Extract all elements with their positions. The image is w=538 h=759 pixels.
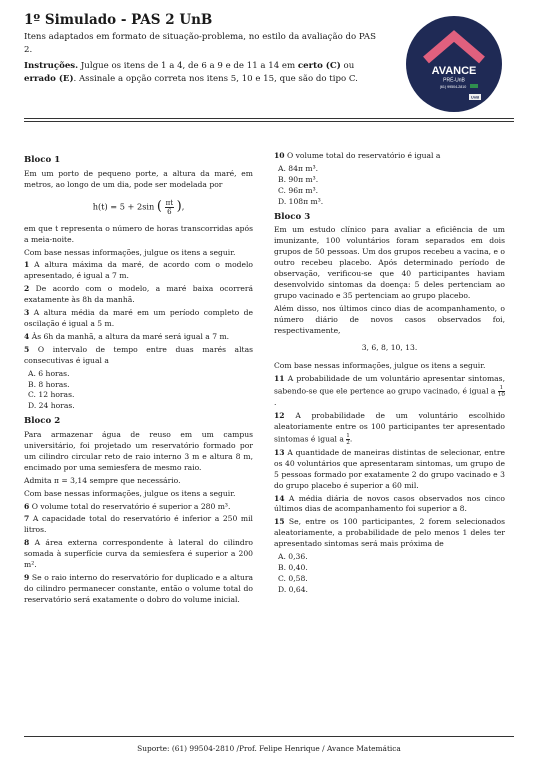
option-b: B. 8 horas. <box>28 379 70 389</box>
item-5-options <box>28 369 253 413</box>
instructions-certo: certo (C) <box>297 61 341 71</box>
item-end: . <box>349 434 353 444</box>
logo-phone: (61) 99504-2810 <box>439 85 467 89</box>
item-text: A altura máxima da maré, de acordo com o modelo apresentado, é igual a 7 m. <box>24 260 253 281</box>
item-1 <box>24 260 253 282</box>
bloco3-text1: Em um estudo clínico para avaliar a eficiência de um imunizante, 100 voluntários foram separados em dois grupos de 50 pessoas. Um dos grupos recebeu a vacina, e o outro recebeu placebo. Após determinado período de observação, verificou-se que 40 participantes haviam desenvolvido sintomas da doença: 5 deles pertenciam ao grupo vacinado e 35 pertenciam ao grupo placebo. <box>274 225 505 300</box>
formula-lhs: h(t) = 5 + 2sin <box>92 201 155 212</box>
avance-logo <box>406 16 502 112</box>
left-column <box>24 153 253 608</box>
option-c: C. 96π m³. <box>278 185 319 195</box>
item-text: Se o raio interno do reservatório for duplicado e a altura do cilindro permanecer constante, então o volume total do reservatório será exatamente o dobro do volume inicial. <box>24 573 253 604</box>
item-2 <box>24 284 253 306</box>
item-10-options <box>278 164 505 208</box>
bloco1-heading: Bloco 1 <box>24 155 61 165</box>
fraction-den: 10 <box>497 392 505 399</box>
item-14 <box>274 494 505 516</box>
item-text: A probabilidade de um voluntário apresentar sintomas, sabendo-se que ele pertence ao grupo vacinado, é igual a <box>274 374 505 396</box>
option-b: B. 90π m³. <box>278 174 319 184</box>
formula-end: , <box>181 201 185 212</box>
item-text: A média diária de novos casos observados nos cinco últimos dias de acompanhamento foi superior a 8. <box>274 493 505 514</box>
item-text: O volume total do reservatório é superior a 280 m³. <box>29 501 231 511</box>
item-number: 11 <box>274 374 285 384</box>
item-number: 15 <box>274 517 285 527</box>
option-a: A. 84π m³. <box>278 163 319 173</box>
item-8 <box>24 538 253 571</box>
header-divider-2 <box>24 121 514 122</box>
item-text: A área externa correspondente à lateral do cilindro somada à superfície curva da semiesfera é superior a 200 m². <box>24 538 253 570</box>
option-c: C. 12 horas. <box>28 390 75 400</box>
item-number: 14 <box>274 493 285 503</box>
instructions <box>24 60 379 85</box>
header-divider-1 <box>24 118 514 119</box>
item-text: De acordo com o modelo, a maré baixa ocorrerá exatamente às 8h da manhã. <box>24 284 253 305</box>
item-15-options <box>278 552 505 596</box>
option-a: A. 6 horas. <box>28 368 70 378</box>
logo-brand: AVANCE <box>431 65 477 77</box>
footer-divider <box>24 736 514 737</box>
item-text: A probabilidade de um voluntário escolhido aleatoriamente entre os 100 participantes ter apresentado sintomas é igual a <box>274 411 505 444</box>
item-9 <box>24 573 253 606</box>
bloco2-text1: Para armazenar água de reuso em um campus universitário, foi projetado um reservatório formado por um cilindro circular reto de raio interno 3 m e altura 8 m, encimado por uma semiesfera de mesmo raio. <box>24 430 253 472</box>
item-3 <box>24 308 253 330</box>
item-7 <box>24 514 253 536</box>
item-end: . <box>274 398 277 408</box>
item-text: Às 6h da manhã, a altura da maré será igual a 7 m. <box>29 331 230 341</box>
item-12 <box>274 411 505 446</box>
option-d: D. 24 horas. <box>28 401 75 411</box>
item-text: A capacidade total do reservatório é inferior a 250 mil litros. <box>24 514 253 535</box>
logo-tag: UnB <box>470 94 480 100</box>
bloco1-text1: Em um porto de pequeno porte, a altura da maré, em metros, ao longo de um dia, pode ser modelada por <box>24 168 253 189</box>
option-a: A. 0,36. <box>278 552 308 562</box>
logo-sub: PRÉ-UnB <box>443 77 465 84</box>
item-number: 1 <box>24 260 30 270</box>
fraction-num: 1 <box>346 432 350 439</box>
fraction-den: 2 <box>346 439 350 446</box>
formula-num: πt <box>165 198 174 207</box>
item-number: 7 <box>24 514 30 524</box>
option-b: B. 0,40. <box>278 563 308 572</box>
option-d: D. 0,64. <box>278 584 308 594</box>
page-footer: Suporte: (61) 99504-2810 /Prof. Felipe Henrique / Avance Matemática <box>137 744 401 753</box>
tide-formula: h(t) = 5 + 2sin ( $\frac{\pi t}{6}$ ), <box>92 198 185 216</box>
instructions-label: Instruções. <box>24 61 79 71</box>
cases-sequence: 3, 6, 8, 10, 13. <box>361 342 418 352</box>
item-11-fraction <box>498 385 505 398</box>
whatsapp-icon <box>470 84 478 88</box>
item-number: 10 <box>274 151 285 160</box>
formula-den: 6 <box>167 207 172 216</box>
fraction-num: 1 <box>499 385 504 392</box>
item-text: Se, entre os 100 participantes, 2 forem selecionados aleatoriamente, a probabilidade de pelo menos 1 deles ter apresentado sintomas será mais próxima de <box>274 517 505 549</box>
logo-graphic <box>406 16 502 112</box>
bloco3-text3: Com base nessas informações, julgue os itens a seguir. <box>274 361 486 371</box>
item-number: 5 <box>24 344 30 354</box>
page-title: 1º Simulado - PAS 2 UnB <box>24 12 213 28</box>
item-6 <box>24 502 253 513</box>
item-13 <box>274 448 505 492</box>
instructions-ou: ou <box>340 61 355 71</box>
bloco2-text2: Admita π = 3,14 sempre que necessário. <box>24 475 181 485</box>
item-4 <box>24 332 253 343</box>
roof-shape <box>426 36 482 60</box>
page-header <box>24 12 379 85</box>
formula-fraction <box>165 199 174 216</box>
option-d: D. 108π m³. <box>278 196 324 206</box>
item-number: 6 <box>24 501 30 511</box>
item-text: A quantidade de maneiras distintas de selecionar, entre os 40 voluntários que apresentaram sintomas, um grupo de 5 pessoas formado por exatamente 2 do grupo vacinado e 3 do grupo placebo é superior a 60 mil. <box>274 447 505 490</box>
item-text: O intervalo de tempo entre duas marés altas consecutivas é igual a <box>24 344 253 365</box>
option-c: C. 0,58. <box>278 573 308 583</box>
bloco2-heading: Bloco 2 <box>24 416 61 427</box>
intro-text: Itens adaptados em formato de situação-problema, no estilo da avaliação do PAS 2. <box>24 32 376 55</box>
item-15 <box>274 517 505 550</box>
item-5 <box>24 345 253 367</box>
right-column <box>274 151 505 600</box>
instructions-text-a: Julgue os itens de 1 a 4, de 6 a 9 e de 11 a 14 em <box>78 61 298 71</box>
instructions-text-b: . Assinale a opção correta nos itens 5, 10 e 15, que são do tipo C. <box>73 73 358 84</box>
bloco1-text2: em que t representa o número de horas transcorridas após a meia-noite. <box>24 223 253 244</box>
item-number: 13 <box>274 447 285 457</box>
bloco1-text3: Com base nessas informações, julgue os itens a seguir. <box>24 247 236 257</box>
item-10 <box>274 151 505 162</box>
bloco3-text2: Além disso, nos últimos cinco dias de acompanhamento, o número diário de novos casos observados foi, respectivamente, <box>274 303 505 335</box>
item-11 <box>274 374 505 409</box>
item-number: 3 <box>24 308 30 318</box>
item-number: 12 <box>274 411 285 421</box>
item-number: 8 <box>24 538 30 548</box>
item-text: A altura média da maré em um período completo de oscilação é igual a 5 m. <box>24 308 253 328</box>
instructions-errado: errado (E) <box>24 73 74 84</box>
item-number: 4 <box>24 331 30 341</box>
item-text: O volume total do reservatório é igual a <box>284 151 441 160</box>
bloco2-text3: Com base nessas informações, julgue os itens a seguir. <box>24 488 236 498</box>
item-number: 9 <box>24 573 30 582</box>
bloco3-heading: Bloco 3 <box>274 211 311 222</box>
item-number: 2 <box>24 284 30 294</box>
